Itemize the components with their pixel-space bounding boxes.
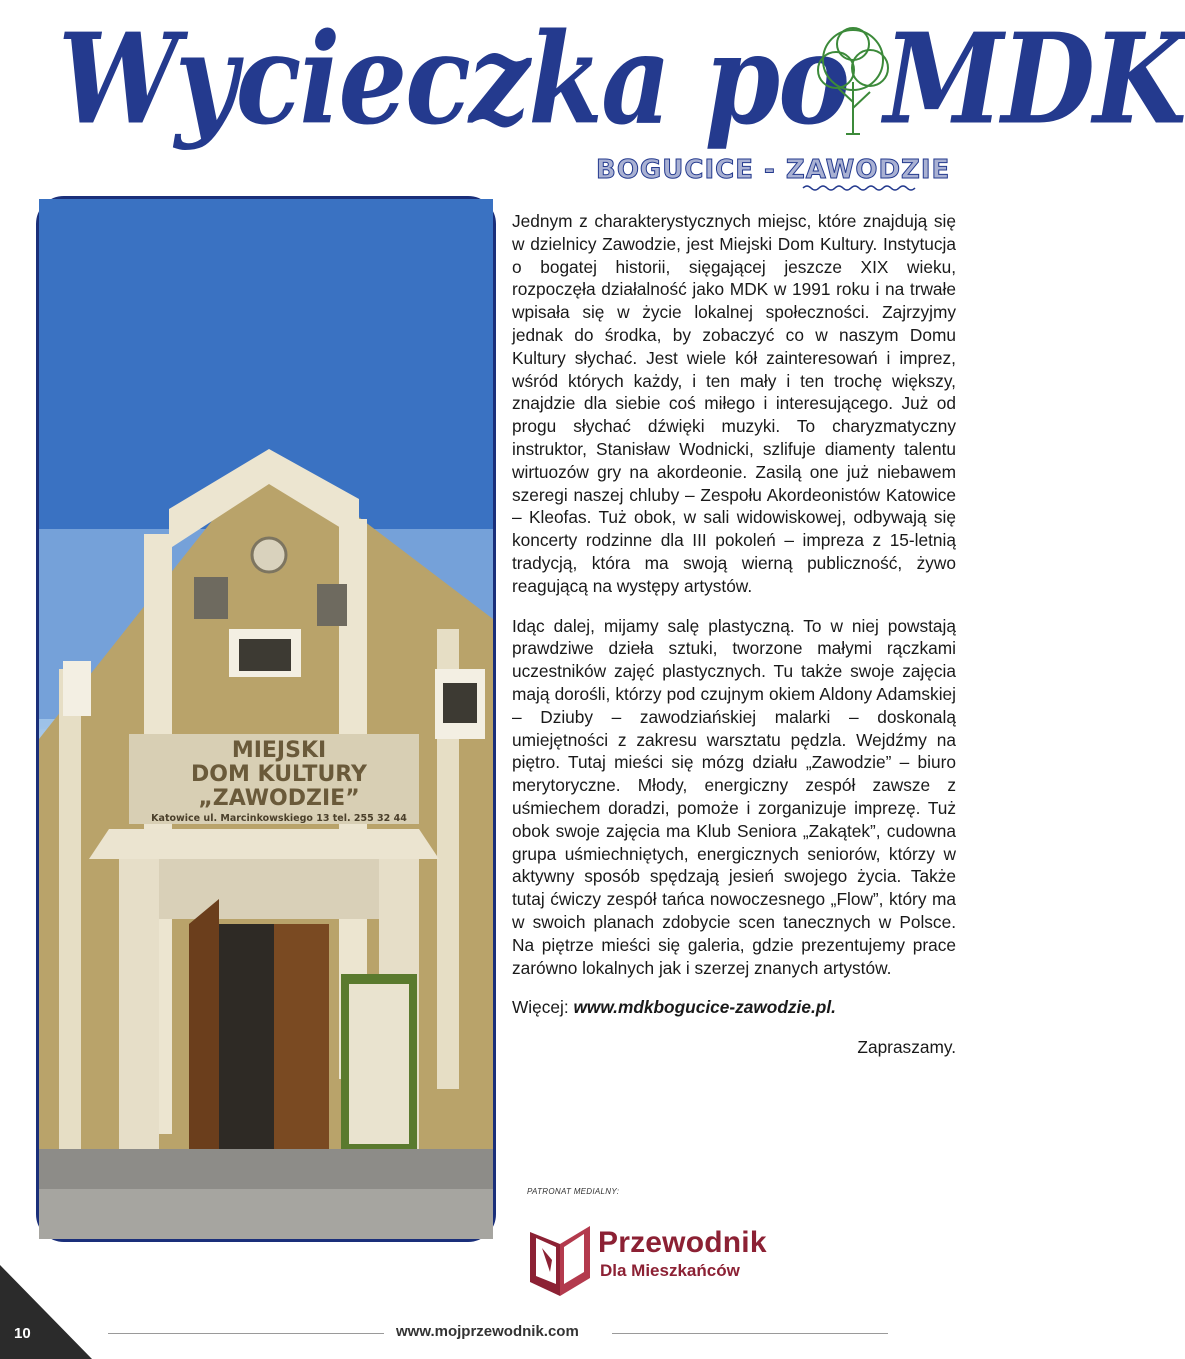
footer-divider-left [108, 1333, 384, 1334]
article-text [512, 210, 956, 1076]
footer-divider-right [612, 1333, 888, 1334]
more-info [512, 996, 956, 1019]
sponsor-subname: Dla Mieszkańców [600, 1261, 740, 1280]
website-link[interactable]: www.mdkbogucice-zawodzie.pl. [573, 997, 836, 1018]
logo-subtitle: BOGUCICE - ZAWODZIE [596, 155, 951, 185]
patronat-label: PATRONAT MEDIALNY: [527, 1187, 620, 1196]
sign-address: Katowice ul. Marcinkowskiego 13 tel. 255 32 44 [151, 813, 407, 824]
sign-line1: MIEJSKI [231, 738, 327, 763]
invitation: Zapraszamy. [857, 1037, 956, 1058]
page-number: 10 [14, 1325, 31, 1342]
footer-url[interactable]: www.mojprzewodnik.com [396, 1323, 579, 1340]
building-photo [36, 196, 496, 1242]
more-label: Więcej: [512, 997, 574, 1018]
logo-wave-decoration [803, 184, 918, 192]
page-title: Wycieczka po MDK [58, 7, 1185, 153]
article-paragraph-2: Idąc dalej, mijamy salę plastyczną. To w niej powstają prawdziwe dzieła sztuki, tworzone małymi rączkami uczestników zajęć plastycznych. Tu także swoje zajęcia mają dorośli, którzy pod czujnym okiem Aldony Adamskiej – Dziuby – zawodziańskiej malarki – doskonalą umiejętności z zakresu warsztatu pędzla. Wejdźmy na piętro. Tutaj mieści się mózg działu „Zawodzie” – biuro merytoryczne. Młody, energiczny zespół zawsze z uśmiechem doradzi, pomoże i zorganizuje imprezę. Tuż obok swoje zajęcia ma Klub Seniora „Zakątek”, cudowna grupa uśmiechniętych, energicznych seniorów, którzy w aktywny sposób spędzają jesień swojego życia. Także tutaj ćwiczy zespół tańca nowoczesnego „Flow”, który ma w swoich planach zdobycie scen tanecznych w Polsce. Na piętrze mieści się galeria, gdzie prezentujemy prace zarówno lokalnych jak i szerzej znanych artystów. [512, 615, 956, 978]
article-paragraph-1: Jednym z charakterystycznych miejsc, które znajdują się w dzielnicy Zawodzie, jest Miejski Dom Kultury. Instytucja o bogatej historii, sięgającej jeszcze XIX wieku, rozpoczęła działalność jako MDK w 1991 roku i na trwałe wpisała się w życie lokalnej społeczności. Zajrzyjmy jednak do środka, by zobaczyć co w naszym Domu Kultury słychać. Jest wiele kół zainteresowań i imprez, wśród których każdy, i ten mały i ten trochę większy, znajdzie dla siebie coś miłego i interesującego. Już od progu słychać dźwięki muzyki. To charyzmatyczny instruktor, Stanisław Wodnicki, szlifuje diamenty talentu wirtuozów gry na akordeonie. Zasilą one już niebawem szeregi naszej chluby – Zespołu Akordeonistów Katowice – Kleofas. Tuż obok, w sali widowiskowej, odbywają się koncerty rodzinne dla III pokoleń – impreza z 15-letnią tradycją, która ma swoją wierną publiczność, żywo reagującą na występy artystów. [512, 211, 956, 596]
tree-icon [808, 22, 898, 142]
sign-line3: „ZAWODZIE” [198, 786, 360, 811]
page-corner-triangle [0, 1265, 92, 1359]
sponsor-name: Przewodnik [598, 1226, 767, 1259]
sign-line2: DOM KULTURY [191, 762, 367, 787]
book-icon [526, 1222, 594, 1298]
